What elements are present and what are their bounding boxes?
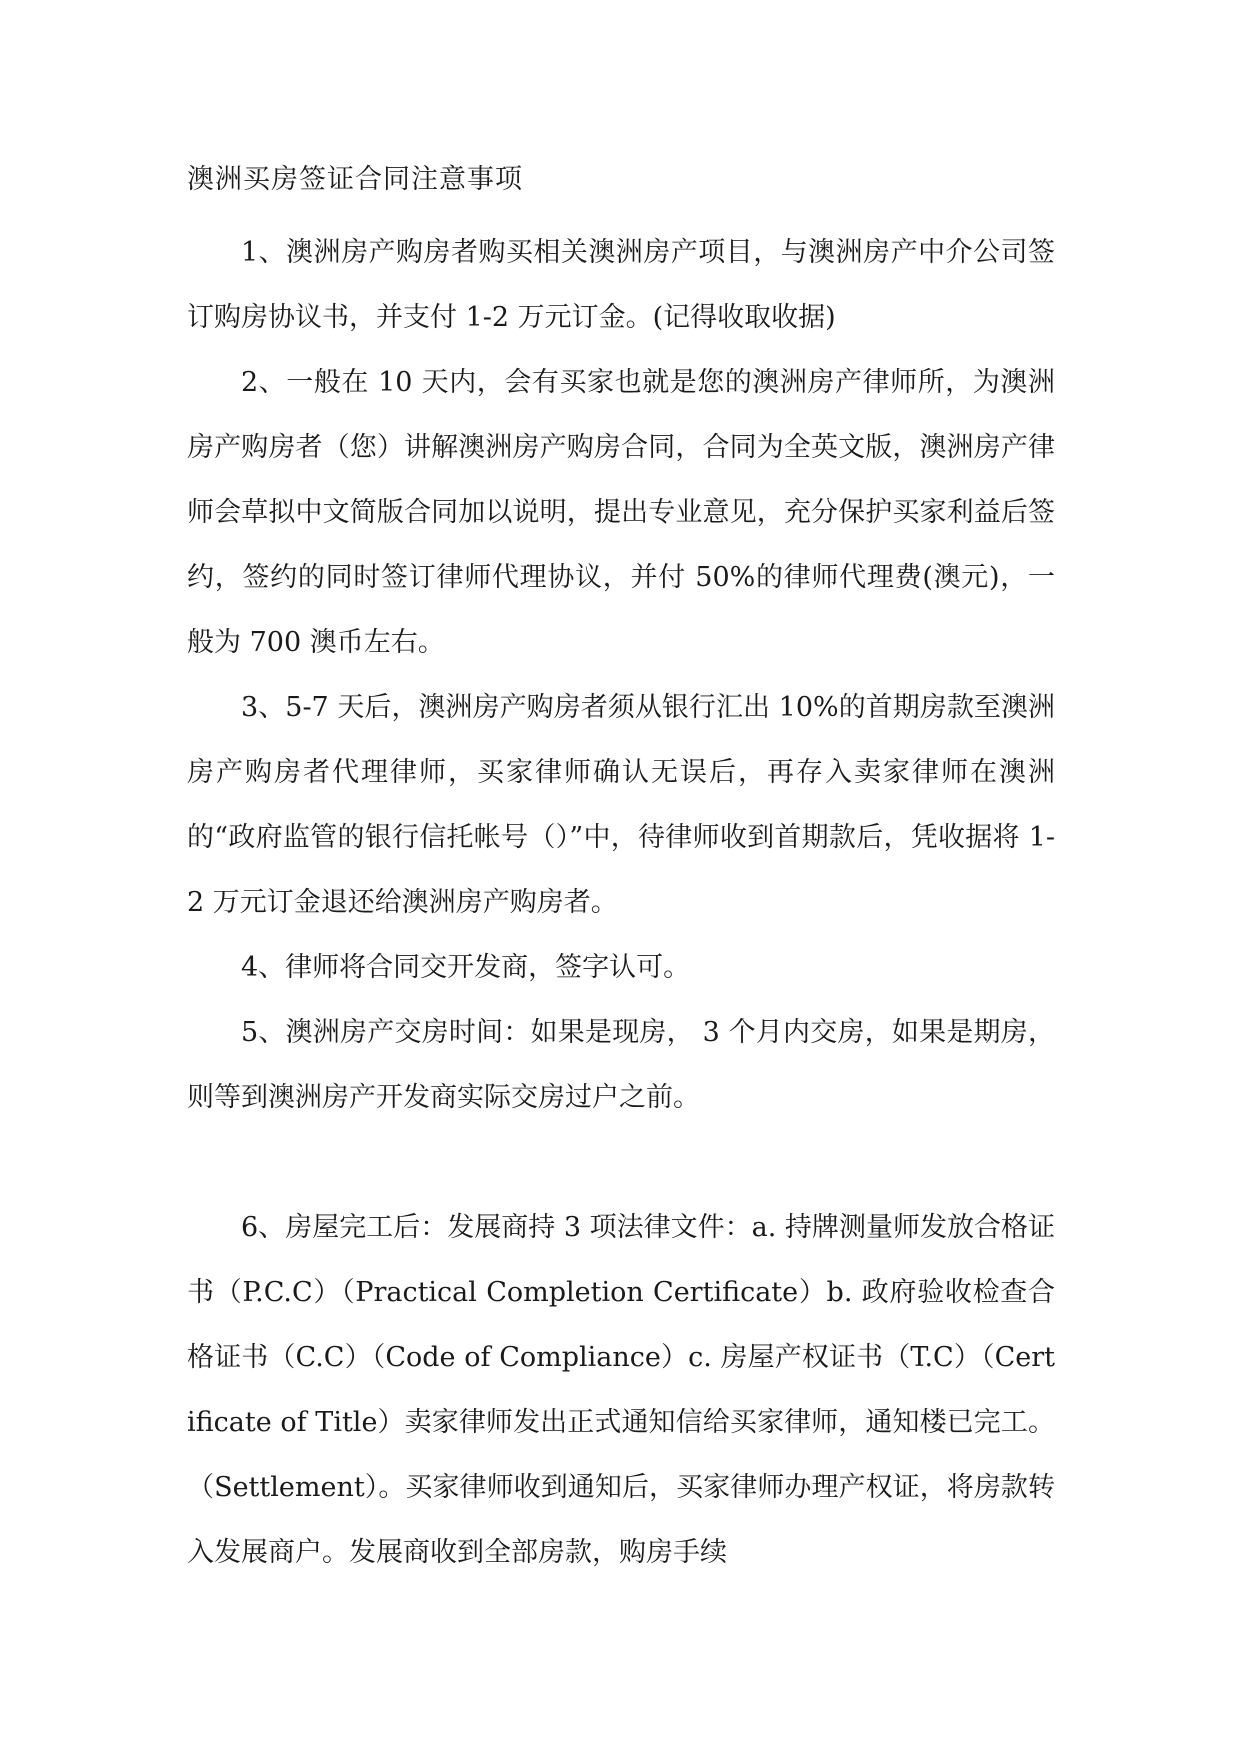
paragraph-1: 1、澳洲房产购房者购买相关澳洲房产项目，与澳洲房产中介公司签订购房协议书，并支付 1-2 万元订金。(记得收取收据): [187, 237, 1055, 333]
paragraph-5: 5、澳洲房产交房时间：如果是现房， 3 个月内交房，如果是期房，则等到澳洲房产开发商实际交房过户之前。: [187, 1017, 1055, 1113]
paragraph-3: 3、5-7 天后，澳洲房产购房者须从银行汇出 10%的首期房款至澳洲房产购房者代理律师，买家律师确认无误后，再存入卖家律师在澳洲的“政府监管的银行信托帐号（）”中，待律师收到首期款后，凭收据将 1-2 万元订金退还给澳洲房产购房者。: [187, 692, 1055, 918]
paragraph-4: 4、律师将合同交开发商，签字认可。: [241, 952, 691, 983]
paragraph-6: 6、房屋完工后：发展商持 3 项法律文件：a. 持牌测量师发放合格证书（P.C.C）（Practical Completion Certificate）b. 政府验收检查合格证书（C.C）（Code of Compliance）c. 房屋产权证书（T.C）（Certificate of Title）卖家律师发出正式通知信给买家律师，通知楼已完工。（Settlement）。买家律师收到通知后，买家律师办理产权证，将房款转入发展商户。发展商收到全部房款，购房手续: [187, 1212, 1055, 1568]
paragraph-2: 2、一般在 10 天内，会有买家也就是您的澳洲房产律师所，为澳洲房产购房者（您）讲解澳洲房产购房合同，合同为全英文版，澳洲房产律师会草拟中文简版合同加以说明，提出专业意见，充分保护买家利益后签约，签约的同时签订律师代理协议，并付 50%的律师代理费(澳元)，一般为 700 澳币左右。: [187, 367, 1055, 658]
document-title: 澳洲买房签证合同注意事项: [187, 164, 523, 195]
